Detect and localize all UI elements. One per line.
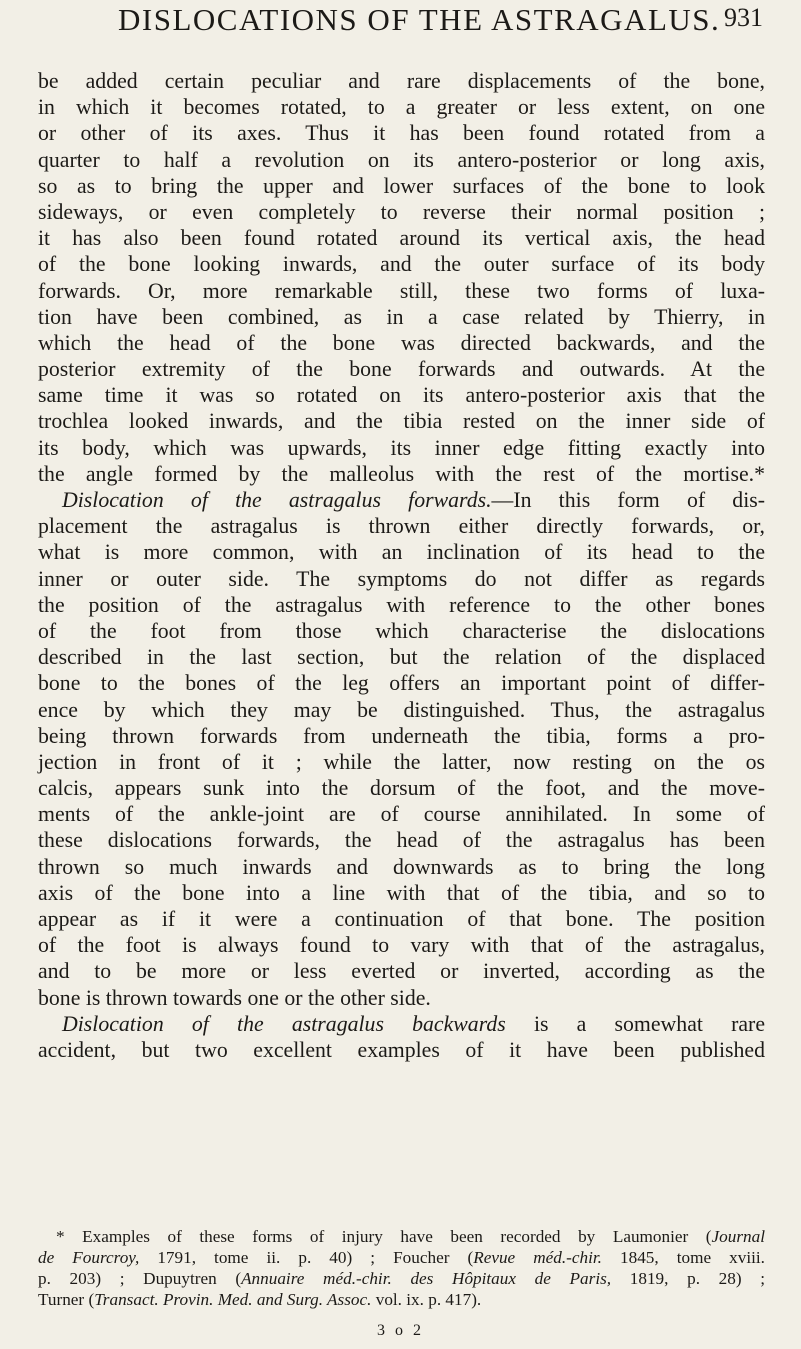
running-title: DISLOCATIONS OF THE ASTRAGALUS. [118, 2, 721, 37]
footnote-citation: Transact. Provin. Med. and Surg. Assoc. [94, 1290, 372, 1309]
footnote-text: 1791, tome ii. p. 40) ; Foucher ( [139, 1248, 474, 1267]
text-line: be added certain peculiar and rare displacements of the bone, [38, 69, 765, 93]
paragraph-forwards-first-line [38, 487, 765, 513]
text-line: what is more common, with an inclination of its head to the [38, 540, 765, 565]
text-line: posterior extremity of the bone forwards and outwards. At the [38, 357, 765, 382]
text-line: which the head of the bone was directed backwards, and the [38, 330, 765, 355]
text-line: thrown so much inwards and downwards as to bring the long [38, 854, 765, 879]
footnote-line [38, 1226, 765, 1247]
footnote-line [38, 1268, 765, 1289]
text-line: of the foot from those which characterise the dislocations [38, 618, 765, 643]
running-head [118, 2, 771, 46]
text-line: described in the last section, but the relation of the displaced [38, 645, 765, 670]
text-line: these dislocations forwards, the head of the astragalus has been [38, 828, 765, 853]
text-line: forwards. Or, more remarkable still, these two forms of luxa- [38, 278, 765, 303]
footnote-text: * Examples of these forms of injury have been recorded by Laumonier ( [56, 1227, 712, 1246]
footnote-text: vol. ix. p. 417). [371, 1290, 482, 1309]
text-line: ence by which they may be distinguished. Thus, the astragalus [38, 697, 765, 722]
footnote-line [38, 1247, 765, 1268]
text-line: being thrown forwards from underneath the tibia, forms a pro- [38, 723, 765, 748]
text-line: inner or outer side. The symptoms do not differ as regards [38, 566, 765, 591]
text-line: it has also been found rotated around its vertical axis, the head [38, 226, 765, 251]
footnote-citation: Journal [711, 1227, 765, 1246]
footnote-text: 1845, tome xviii. [601, 1248, 765, 1267]
body-text [38, 68, 765, 1063]
footnote-text: Turner ( [38, 1290, 95, 1309]
text-line: or other of its axes. Thus it has been found rotated from a [38, 121, 765, 146]
text-line: the position of the astragalus with reference to the other bones [38, 592, 765, 617]
text-line: jection in front of it ; while the latter, now resting on the os [38, 749, 765, 774]
heading-dislocation-forwards: Dislocation of the astragalus forwards. [62, 488, 492, 512]
signature-mark: 3 o 2 [377, 1322, 424, 1339]
text-line: the angle formed by the malleolus with the rest of the mortise.* [38, 461, 765, 486]
text-line: and to be more or less everted or inverted, according as the [38, 959, 765, 984]
heading-dislocation-backwards: Dislocation of the astragalus backwards [62, 1011, 506, 1036]
text-line: of the bone looking inwards, and the outer surface of its body [38, 252, 765, 277]
text-line: calcis, appears sunk into the dorsum of the foot, and the move- [38, 776, 765, 801]
text-line: accident, but two excellent examples of it have been published [38, 1037, 765, 1062]
footnote-text: p. 203) ; Dupuytren ( [38, 1269, 242, 1288]
text-line: bone is thrown towards one or the other side. [38, 985, 431, 1010]
text-line: its body, which was upwards, its inner edge fitting exactly into [38, 435, 765, 460]
text-line: same time it was so rotated on its antero-posterior axis that the [38, 383, 765, 408]
text-line: quarter to half a revolution on its antero-posterior or long axis, [38, 147, 765, 172]
text-line: trochlea looked inwards, and the tibia rested on the inner side of [38, 409, 765, 434]
text-fragment: is a somewhat rare [505, 1011, 765, 1036]
text-line: appear as if it were a continuation of that bone. The position [38, 907, 765, 931]
footnote [38, 1226, 765, 1310]
text-line: bone to the bones of the leg offers an important point of differ- [38, 671, 765, 696]
footnote-citation: de Fourcroy, [38, 1248, 140, 1267]
footnote-line [38, 1289, 765, 1310]
text-line: ments of the ankle-joint are of course annihilated. In some of [38, 802, 765, 827]
footnote-text: 1819, p. 28) ; [611, 1269, 766, 1288]
text-fragment: —In this form of dis- [491, 488, 765, 512]
paragraph-backwards-first-line [38, 1011, 765, 1037]
text-line: sideways, or even completely to reverse their normal position ; [38, 199, 765, 224]
footnote-citation: Annuaire méd.-chir. des Hôpitaux de Paris, [241, 1269, 612, 1288]
text-line: tion have been combined, as in a case related by Thierry, in [38, 304, 765, 329]
footnote-citation: Revue méd.-chir. [473, 1248, 602, 1267]
text-line: so as to bring the upper and lower surfaces of the bone to look [38, 173, 765, 198]
text-line: placement the astragalus is thrown either directly forwards, or, [38, 514, 765, 539]
text-line: axis of the bone into a line with that of the tibia, and so to [38, 880, 765, 905]
text-line: in which it becomes rotated, to a greater or less extent, on one [38, 95, 765, 120]
page-number: 931 [724, 3, 763, 32]
text-line: of the foot is always found to vary with that of the astragalus, [38, 933, 765, 958]
